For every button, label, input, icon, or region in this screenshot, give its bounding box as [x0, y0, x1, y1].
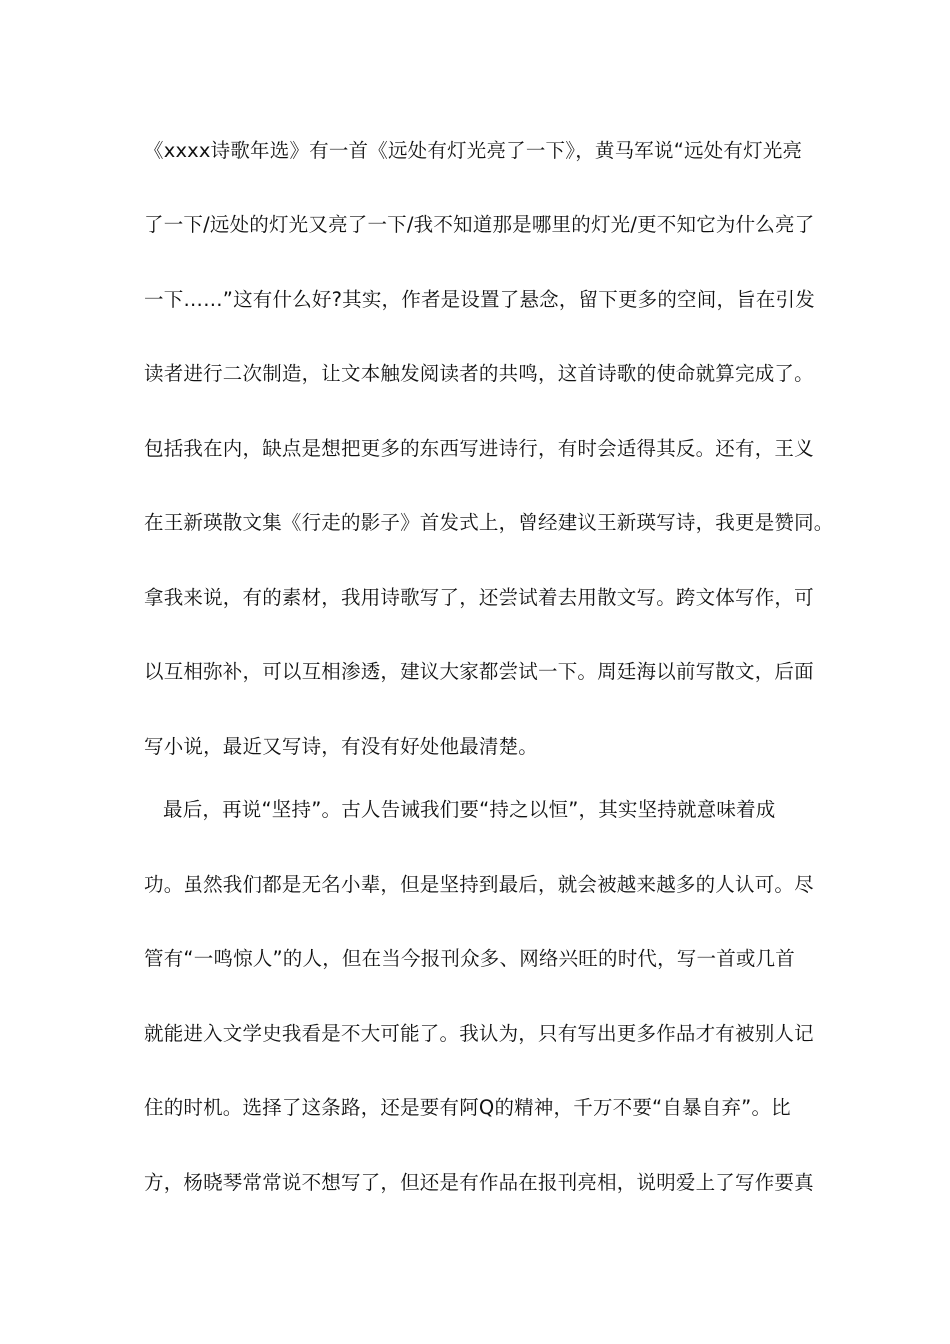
- text-line-15: 方，杨晓琴常常说不想写了，但还是有作品在报刊亮相，说明爱上了写作要真: [144, 1171, 814, 1194]
- text-line-2: 了一下/远处的灯光又亮了一下/我不知道那是哪里的灯光/更不知它为什么亮了: [144, 213, 815, 236]
- text-line-6: 在王新瑛散文集《行走的影子》首发式上，曾经建议王新瑛写诗，我更是赞同。: [144, 511, 834, 534]
- text-line-5: 包括我在内，缺点是想把更多的东西写进诗行，有时会适得其反。还有，王义: [144, 437, 814, 460]
- text-line-13: 就能进入文学史我看是不大可能了。我认为，只有写出更多作品才有被别人记: [144, 1022, 814, 1045]
- text-line-9: 写小说，最近又写诗，有没有好处他最清楚。: [144, 735, 539, 758]
- text-line-11: 功。虽然我们都是无名小辈，但是坚持到最后，就会被越来越多的人认可。尽: [144, 873, 814, 896]
- text-line-8: 以互相弥补，可以互相渗透，建议大家都尝试一下。周廷海以前写散文，后面: [144, 660, 814, 683]
- text-line-4: 读者进行二次制造，让文本触发阅读者的共鸣，这首诗歌的使命就算完成了。: [144, 362, 814, 385]
- text-line-3: 一下……”这有什么好?其实，作者是设置了悬念，留下更多的空间，旨在引发: [144, 288, 815, 311]
- text-line-1: 《xxxx诗歌年选》有一首《远处有灯光亮了一下》，黄马军说“远处有灯光亮: [144, 139, 803, 162]
- text-line-7: 拿我来说，有的素材，我用诗歌写了，还尝试着去用散文写。跨文体写作，可: [144, 586, 814, 609]
- text-line-12: 管有“一鸣惊人”的人，但在当今报刊众多、网络兴旺的时代，写一首或几首: [144, 947, 796, 970]
- text-line-14: 住的时机。选择了这条路，还是要有阿Q的精神，千万不要“自暴自弃”。比: [144, 1096, 791, 1119]
- paragraph-start-line: 最后，再说“坚持”。古人告诫我们要“持之以恒”，其实坚持就意味着成: [163, 798, 776, 821]
